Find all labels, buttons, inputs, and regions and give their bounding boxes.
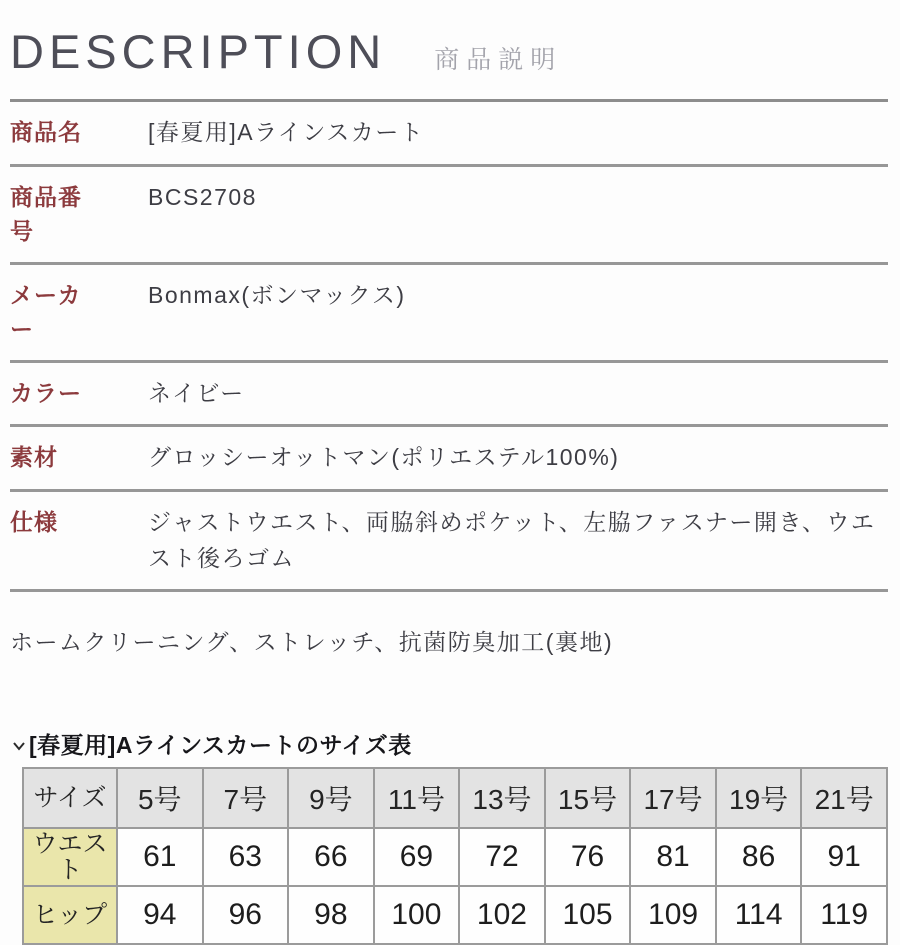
size-value: 91 bbox=[801, 828, 887, 886]
chevron-down-icon bbox=[12, 741, 26, 751]
size-row-hip bbox=[23, 886, 887, 944]
size-row-waist bbox=[23, 828, 887, 886]
size-col-header: 19号 bbox=[716, 768, 802, 828]
page-title: DESCRIPTION bbox=[10, 25, 387, 78]
spec-label: カラー bbox=[10, 379, 82, 406]
spec-row-material bbox=[10, 427, 888, 492]
size-table bbox=[22, 767, 888, 945]
size-value: 86 bbox=[716, 828, 802, 886]
size-value: 105 bbox=[545, 886, 631, 944]
spec-value: BCS2708 bbox=[148, 183, 257, 210]
size-corner-cell: サイズ bbox=[23, 768, 117, 828]
size-value: 96 bbox=[203, 886, 289, 944]
size-value: 72 bbox=[459, 828, 545, 886]
size-table-header-row bbox=[23, 768, 887, 828]
size-value: 102 bbox=[459, 886, 545, 944]
size-col-header: 7号 bbox=[203, 768, 289, 828]
spec-label: 商品番号 bbox=[10, 183, 82, 245]
size-col-header: 15号 bbox=[545, 768, 631, 828]
size-value: 61 bbox=[117, 828, 203, 886]
size-value: 94 bbox=[117, 886, 203, 944]
spec-label: 仕様 bbox=[10, 508, 58, 535]
size-value: 69 bbox=[374, 828, 460, 886]
spec-table bbox=[10, 102, 888, 592]
size-col-header: 11号 bbox=[374, 768, 460, 828]
size-value: 119 bbox=[801, 886, 887, 944]
size-value: 81 bbox=[630, 828, 716, 886]
size-col-header: 5号 bbox=[117, 768, 203, 828]
size-value: 109 bbox=[630, 886, 716, 944]
size-value: 63 bbox=[203, 828, 289, 886]
spec-row-product-name bbox=[10, 102, 888, 167]
care-features-note: ホームクリーニング、ストレッチ、抗菌防臭加工(裏地) bbox=[10, 629, 614, 656]
spec-value: グロッシーオットマン(ポリエステル100%) bbox=[148, 444, 620, 471]
size-col-header: 17号 bbox=[630, 768, 716, 828]
spec-row-spec bbox=[10, 492, 888, 592]
size-col-header: 21号 bbox=[801, 768, 887, 828]
size-table-title: [春夏用]Aラインスカートのサイズ表 bbox=[29, 732, 412, 759]
spec-value: Bonmax(ボンマックス) bbox=[148, 281, 406, 308]
spec-row-product-number bbox=[10, 167, 888, 265]
page-subtitle: 商品説明 bbox=[434, 46, 563, 74]
size-value: 66 bbox=[288, 828, 374, 886]
spec-row-maker bbox=[10, 265, 888, 363]
spec-label: 商品名 bbox=[10, 119, 82, 145]
spec-label: メーカー bbox=[10, 281, 82, 343]
description-header bbox=[10, 24, 888, 79]
size-row-label: ヒップ bbox=[23, 886, 117, 944]
size-value: 76 bbox=[545, 828, 631, 886]
spec-value: ネイビー bbox=[148, 379, 245, 406]
size-value: 100 bbox=[374, 886, 460, 944]
size-col-header: 9号 bbox=[288, 768, 374, 828]
spec-row-color bbox=[10, 363, 888, 428]
size-value: 98 bbox=[288, 886, 374, 944]
size-section bbox=[10, 727, 888, 945]
size-col-header: 13号 bbox=[459, 768, 545, 828]
spec-value: ジャストウエスト、両脇斜めポケット、左脇ファスナー開き、ウエスト後ろゴム bbox=[148, 508, 876, 571]
size-row-label: ウエスト bbox=[23, 828, 117, 886]
spec-value: [春夏用]Aラインスカート bbox=[148, 119, 425, 145]
size-value: 114 bbox=[716, 886, 802, 944]
spec-label: 素材 bbox=[10, 444, 58, 471]
size-table-toggle[interactable] bbox=[12, 727, 888, 760]
